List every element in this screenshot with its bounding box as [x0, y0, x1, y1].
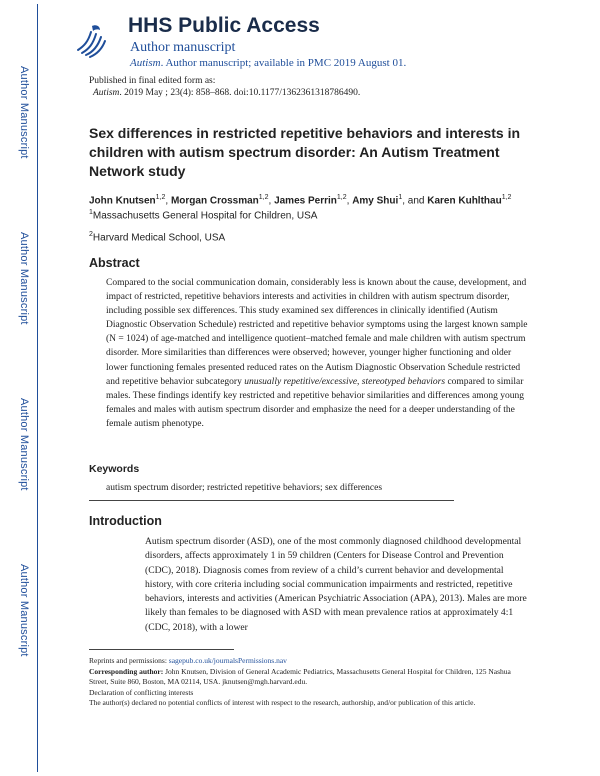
introduction-heading: Introduction	[89, 514, 162, 528]
author-affiliation-mark: 1,2	[155, 194, 166, 201]
corresponding-line	[89, 667, 529, 688]
affiliation-number: 1	[89, 209, 93, 216]
publication-journal: Autism	[93, 88, 120, 98]
author-name: James Perrin	[274, 195, 337, 207]
keywords-divider	[89, 500, 454, 501]
sidebar-label-author-manuscript: Author Manuscript	[18, 564, 30, 657]
reprints-label: Reprints and permissions:	[89, 656, 169, 665]
author-affiliation-mark: 1,2	[501, 194, 512, 201]
header-availability-text: . Author manuscript; available in PMC 2019 August 01.	[160, 57, 407, 69]
author-list	[89, 194, 511, 206]
sidebar-label-author-manuscript: Author Manuscript	[18, 66, 30, 159]
corresponding-text: John Knutsen, Division of General Academic Pediatrics, Massachusetts General Hospital for Children, 125 Nashua Street, Suite 860, Boston, MA 02114, USA. jknutsen@mgh.harvard.edu.	[89, 666, 511, 687]
reprints-line	[89, 656, 529, 667]
affiliation-number: 2	[89, 231, 93, 238]
publication-line: Published in final edited form as:	[89, 76, 216, 86]
author-affiliation-mark: 1,2	[258, 194, 269, 201]
sidebar-label-author-manuscript: Author Manuscript	[18, 232, 30, 325]
abstract-text: Compared to the social communication domain, considerably less is known about the cause, development, and impact of restricted, repetitive behaviors interests and activities in children with autism spectrum disorder, including possible sex differences. This study examined sex differences in clinically identified (Autism Diagnostic Observation Schedule) restricted and repetitive behavior symptoms using the largest known sample (N = 1024) of age-matched and intelligence quotient–matched female and male children with autism spectrum disorder. More similarities than differences were observed; however, younger higher functioning and older lower functioning females presented reduced rates on the Autism Diagnostic Observation Schedule restricted and repetitive behavior subcategory	[106, 278, 528, 387]
header-title: HHS Public Access	[128, 14, 320, 37]
sidebar-label-author-manuscript: Author Manuscript	[18, 398, 30, 491]
author-name: Morgan Crossman	[170, 195, 259, 207]
header-journal: Autism	[130, 57, 161, 69]
affiliation	[89, 209, 317, 221]
abstract-body	[106, 276, 530, 431]
author-separator: ,	[268, 195, 275, 207]
author-separator: ,	[165, 195, 171, 207]
footnote-divider	[89, 649, 234, 650]
reprints-link[interactable]: sagepub.co.uk/journalsPermissions.nav	[168, 656, 287, 665]
affiliation-text: Harvard Medical School, USA	[92, 232, 226, 244]
author-name: Karen Kuhlthau	[427, 195, 502, 207]
declaration-text: The author(s) declared no potential conflicts of interest with respect to the research, authorship, and/or publication of this article.	[89, 698, 476, 708]
footnotes	[89, 656, 529, 709]
header-subtitle: Author manuscript	[130, 40, 236, 55]
sidebar-divider	[37, 4, 38, 772]
publication-citation-line	[89, 87, 360, 99]
publication-citation: . 2019 May ; 23(4): 858–868. doi:10.1177/1362361318786490.	[119, 88, 361, 98]
abstract-italic-text: unusually repetitive/excessive, stereotyped behaviors	[244, 376, 446, 387]
author-separator-and: , and	[402, 195, 428, 207]
affiliation	[89, 231, 225, 243]
author-affiliation-mark: 1,2	[336, 194, 347, 201]
affiliation-text: Massachusetts General Hospital for Children, USA	[92, 210, 318, 222]
author-name: John Knutsen	[89, 195, 156, 207]
introduction-body: Autism spectrum disorder (ASD), one of the most commonly diagnosed childhood developmental disorders, affects approximately 1 in 59 children (Centers for Disease Control and Prevention (CDC), 2018). Diagnosis comes from review of a child’s current behavior and developmental history, with core criteria including social communication impairments and restricted, repetitive behaviors, interests and activities (American Psychiatric Association (APA), 2013). Males are more likely than females to be diagnosed with ASD with mean prevalence ratios at approximately 4:1 (CDC, 2018), with a lower	[145, 536, 527, 633]
hhs-eagle-logo-icon	[74, 20, 110, 58]
declaration-heading: Declaration of conflicting interests	[89, 687, 194, 697]
header-availability	[130, 57, 406, 69]
publication-info	[89, 75, 360, 99]
abstract-text: compared to similar males. These findings identify key restricted and repetitive behavior similarities and differences among young females and males with autism spectrum disorder and emphasize the need for a deeper understanding of the female autism phenotype.	[106, 376, 525, 429]
keywords-text: autism spectrum disorder; restricted repetitive behaviors; sex differences	[106, 483, 383, 493]
keywords-heading: Keywords	[89, 463, 140, 475]
author-name: Amy Shui	[352, 195, 399, 207]
article-title: Sex differences in restricted repetitive behaviors and interests in children with autism spectrum disorder: An Autism Treatment Network study	[89, 125, 521, 179]
abstract-heading: Abstract	[89, 256, 140, 270]
corresponding-label: Corresponding author:	[89, 666, 164, 676]
author-affiliation-mark: 1	[398, 194, 403, 201]
author-separator: ,	[346, 195, 353, 207]
